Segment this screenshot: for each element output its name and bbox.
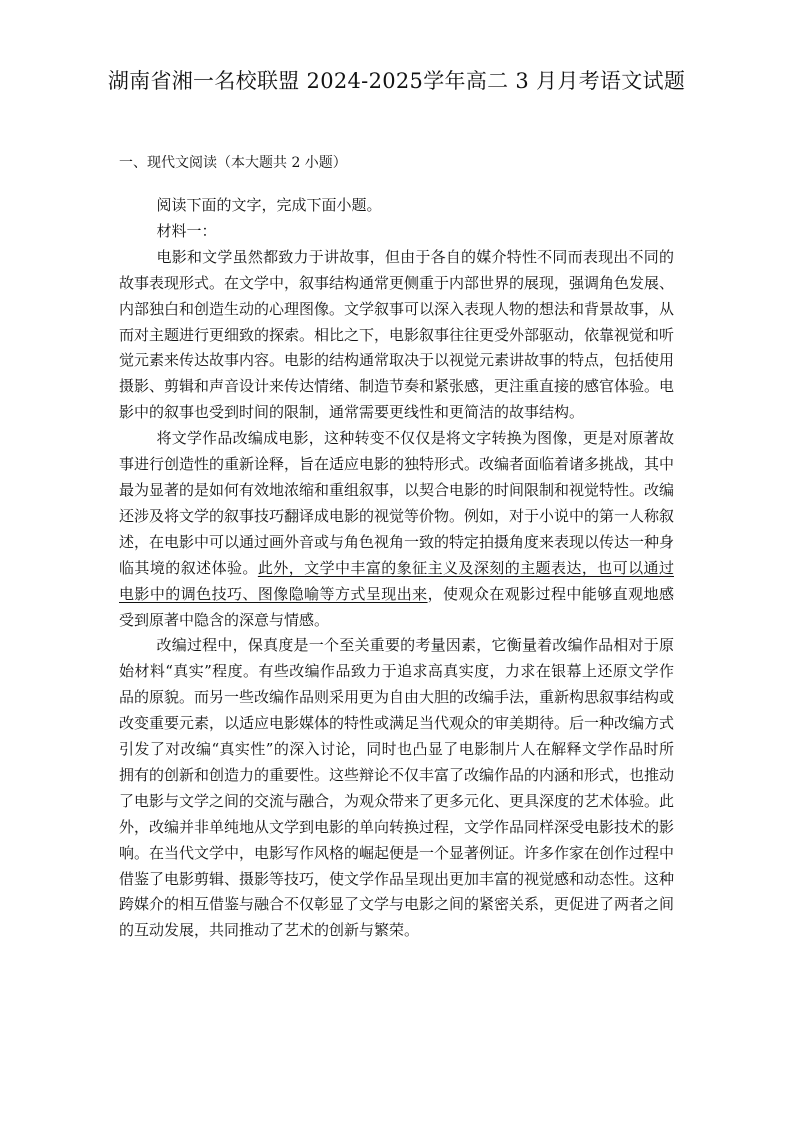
paragraph-1: 电影和文学虽然都致力于讲故事，但由于各自的媒介特性不同而表现出不同的故事表现形式。在文学中，叙事结构通常更侧重于内部世界的展现，强调角色发展、内部独白和创造生动的心理图像。文学叙事可以深入表现人物的想法和背景故事，从而对主题进行更细致的探索。相比之下，电影叙事往往更受外部驱动，依靠视觉和听觉元素来传达故事内容。电影的结构通常取决于以视觉元素讲故事的特点，包括使用摄影、剪辑和声音设计来传达情绪、制造节奏和紧张感，更注重直接的感官体验。电影中的叙事也受到时间的限制，通常需要更线性和更简洁的故事结构。 — [119, 247, 675, 422]
reading-passage — [119, 193, 674, 944]
paragraph-2-text-before: 将文学作品改编成电影，这种转变不仅仅是将文字转换为图像，更是对原著故事进行创造性的重新诠释，旨在适应电影的独特形式。改编者面临着诸多挑战，其中最为显著的是如何有效地浓缩和重组叙事，以契合电影的时间限制和视觉特性。改编还涉及将文学的叙事技巧翻译成电影的视觉等价物。例如，对于小说中的第一人称叙述，在电影中可以通过画外音或与角色视角一致的特定拍摄角度来表现以传达一种身临其境的叙述体验。 — [119, 429, 675, 577]
instruction-text: 阅读下面的文字，完成下面小题。 — [156, 196, 382, 214]
paragraph-3: 改编过程中，保真度是一个至关重要的考量因素，它衡量着改编作品相对于原始材料“真实”程度。有些改编作品致力于追求高真实度，力求在银幕上还原文学作品的原貌。而另一些改编作品则采用更为自由大胆的改编手法，重新构思叙事结构或改变重要元素，以适应电影媒体的特性或满足当代观众的审美期待。后一种改编方式引发了对改编“真实性”的深入讨论，同时也凸显了电影制片人在解释文学作品时所拥有的创新和创造力的重要性。这些辩论不仅丰富了改编作品的内涵和形式，也推动了电影与文学之间的交流与融合，为观众带来了更多元化、更具深度的艺术体验。此外，改编并非单纯地从文学到电影的单向转换过程，文学作品同样深受电影技术的影响。在当代文学中，电影写作风格的崛起便是一个显著例证。许多作家在创作过程中借鉴了电影剪辑、摄影等技巧，使文学作品呈现出更加丰富的视觉感和动态性。这种跨媒介的相互借鉴与融合不仅彰显了文学与电影之间的紧密关系，更促进了两者之间的互动发展，共同推动了艺术的创新与繁荣。 — [119, 636, 675, 940]
paragraph-2 — [119, 426, 674, 633]
material-label: 材料一： — [156, 221, 217, 240]
section-heading: 一、现代文阅读（本大题共 2 小题） — [119, 155, 347, 171]
underlined-sentence: 此外，文学中丰富的象征主义及深刻的主题表达，也可以通过电影中的调色技巧、图像隐喻等方式呈现出来 — [119, 558, 674, 603]
page-title: 湖南省湘一名校联盟 2024-2025学年高二 3 月月考语文试题 — [107, 69, 686, 93]
paragraph-2-text-after: ，使观众在观影过程中能够直观地感受到原著中隐含的深意与情感。 — [119, 584, 674, 629]
